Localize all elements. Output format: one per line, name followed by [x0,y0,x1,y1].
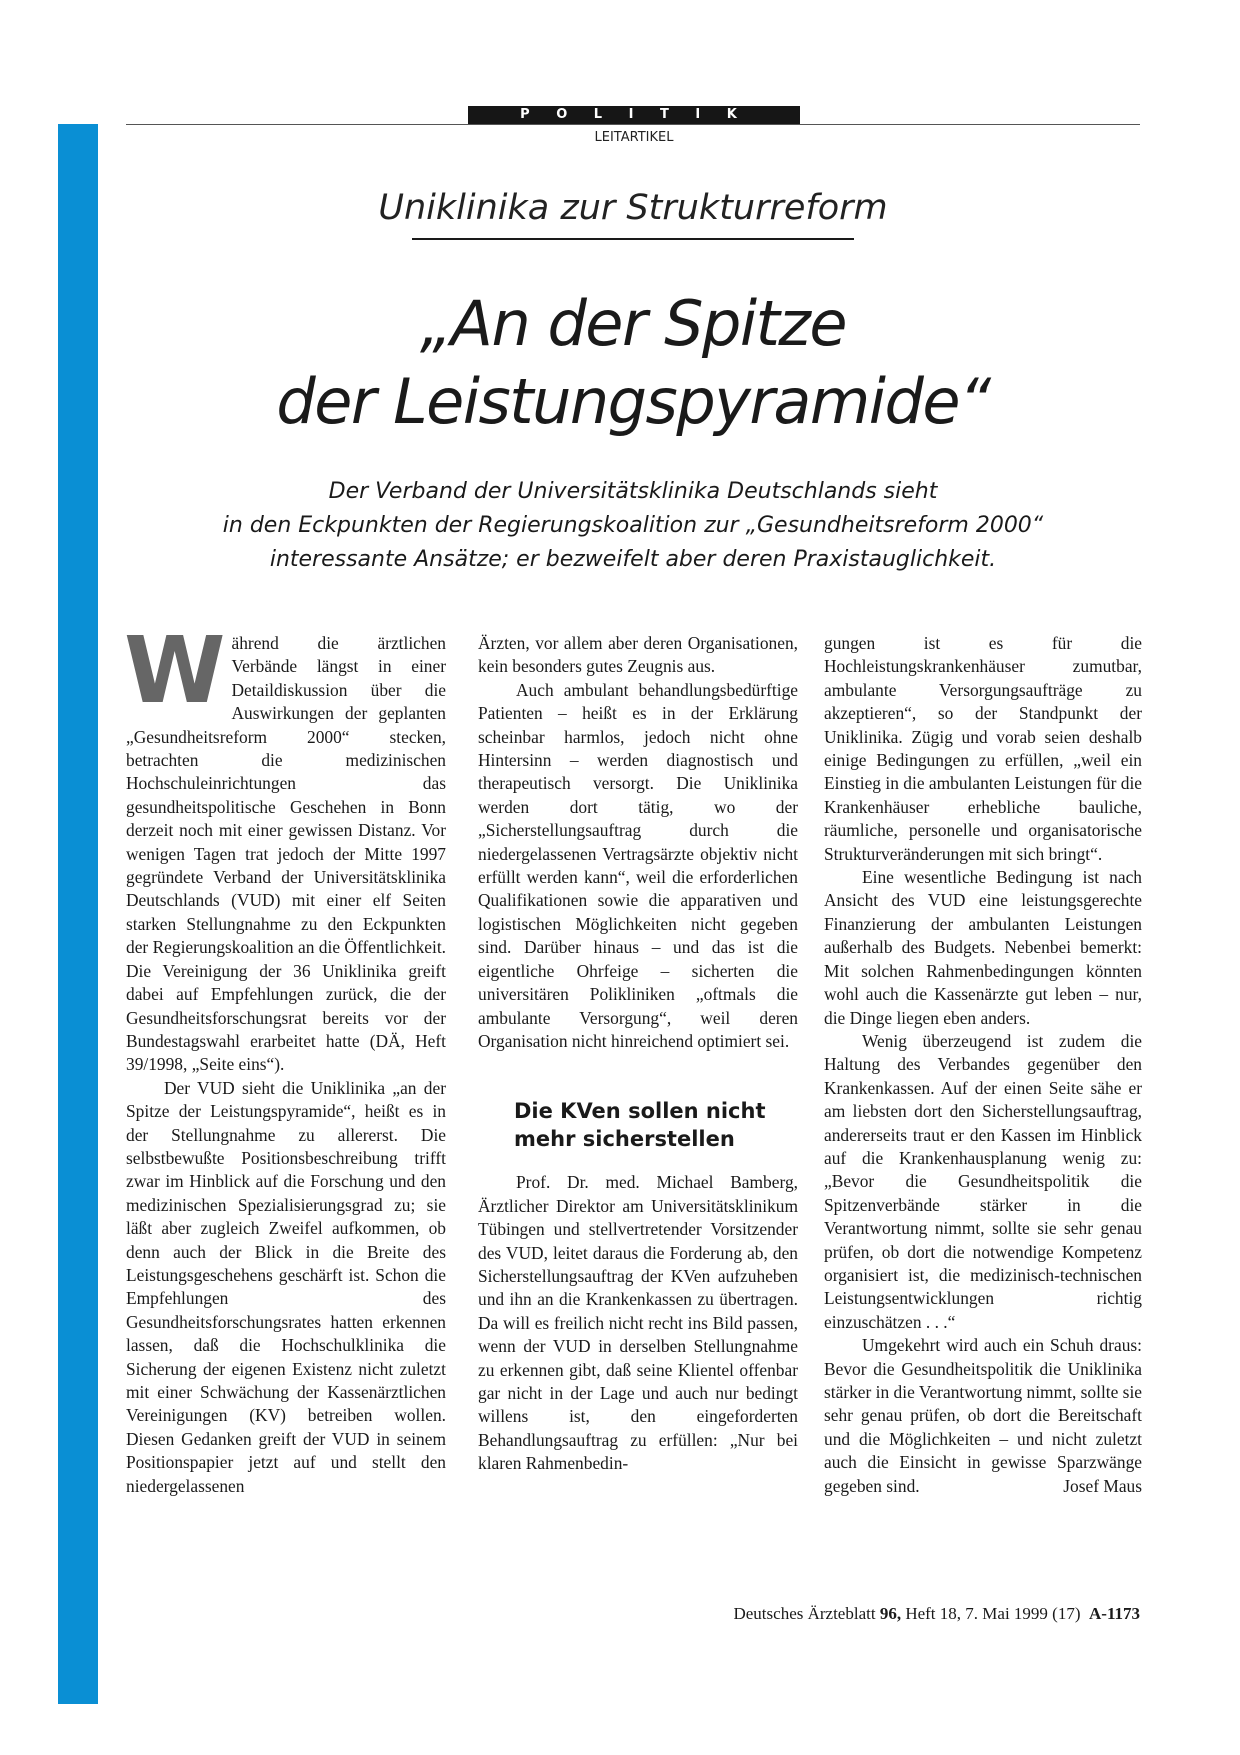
article-paragraph: Ärzten, vor allem aber deren Organisationen, kein besonders gutes Zeugnis aus. [478,633,798,677]
article-paragraph [824,1334,1142,1498]
article-paragraph: Eine wesentliche Bedingung ist nach Ansicht des VUD eine leistungsgerechte Finanzierung der ambulanten Leistungen außerhalb des Budgets. Nebenbei bemerkt: Mit solchen Rahmenbedingungen könnten wohl auch die Kassenärzte gut leben – nur, die Dinge liegen eben anders. [824,867,1142,1028]
side-color-bar [58,124,98,1704]
volume-number: 96, [879,1604,902,1623]
lead-line-1: Der Verband der Universitätsklinika Deutschlands sieht [328,479,938,504]
top-rule [126,124,1140,125]
article-paragraph [124,617,446,1077]
section-tag: P O L I T I K [468,106,800,124]
article-paragraph: Auch ambulant behandlungsbedürftige Patienten – heißt es in der Erklärung scheinbar harmlos, jedoch nicht ohne Hintersinn – werden diagnostisch und therapeutisch versorgt. Die Uniklinika werden dort tätig, wo der „Sicherstellungsauftrag durch die niedergelassenen Vertragsärzte objektiv nicht erfüllt werden kann“, weil die erforderlichen Qualifikationen sowie die apparativen und logistischen Möglichkeiten nicht gegeben sind. Darüber hinaus – und das ist die eigentliche Ohrfeige – sicherten die universitären Polikliniken „oftmals die ambulante Versorgung“, weil deren Organisation nicht hinreichend optimiert sei. [478,679,798,1051]
author-name: Josef Maus [1063,1475,1142,1496]
lead-line-2: in den Eckpunkten der Regierungskoalition zur „Gesundheitsreform 2000“ [222,513,1044,538]
article-paragraph: Prof. Dr. med. Michael Bamberg, Ärztlicher Direktor am Universitätsklinikum Tübingen und stellvertretender Vorsitzender des VUD, leitet daraus die Forderung ab, den Sicherstellungsauftrag der KVen aufzuheben und ihn an die Krankenkassen zu übertragen. Da will es freilich nicht recht ins Bild passen, wenn der VUD in derselben Stellungnahme zu erkennen gibt, daß seine Klientel offenbar gar nicht in der Lage und auch nur bedingt willens ist, den eingeforderten Behandlungsauftrag zu erfüllen: „Nur bei klaren Rahmenbedin- [478,1172,798,1474]
article-subheading: Die KVen sollen nicht mehr sicherstellen [514,1099,766,1152]
article-paragraph: Wenig überzeugend ist zudem die Haltung des Verbandes gegenüber den Krankenkassen. Auf der einen Seite sähe er am liebsten dort den Sicherstellungsauftrag, andererseits traut er den Kassen im Hinblick auf die Krankenhausplanung wenig zu: „Bevor die Gesundheitspolitik die Spitzenverbände stärker in die Verantwortung nimmt, sollte sie sehr genau prüfen, ob dort die notwendige Kompetenz organisiert ist, die medizinisch-technischen Leistungsentwicklungen richtig einzuschätzen . . .“ [824,1030,1142,1332]
journal-name: Deutsches Ärzteblatt [733,1604,876,1623]
headline-line-2: der Leistungspyramide“ [276,365,990,438]
drop-cap: W [124,617,226,724]
paragraph-text: ährend die ärztlichen Verbände längst in einer Detaildiskussion über die Auswirkungen der geplanten „Gesundheitsreform 2000“ stecken, betrachten die medizinischen Hochschuleinrichtungen das gesundheitspolitische Geschehen in Bonn derzeit noch mit einer gewissen Distanz. Vor wenigen Tagen trat jedoch der Mitte 1997 gegründete Verband der Universitätsklinika Deutschlands (VUD) mit einer elf Seiten starken Stellungnahme zu den Eckpunkten der Regierungskoalition an die Öffentlichkeit. Die Vereinigung der 36 Uniklinika greift dabei auf Empfehlungen zurück, die der Gesundheitsforschungsrat bereits vor der Bundestagswahl erarbeitet hatte (DÄ, Heft 39/1998, „Seite eins“). [126,633,446,1075]
lead-paragraph [126,475,1140,577]
section-subtitle: LEITARTIKEL [594,130,674,145]
paragraph-text: Umgekehrt wird auch ein Schuh draus: Bevor die Gesundheitspolitik die Uniklinika stärker in die Verantwortung nimmt, sollte sie sehr genau prüfen, ob dort die Bereitschaft und die Möglichkeiten – und nicht zuletzt auch die Einsicht in gewisse Sparzwänge gegeben sind. [824,1335,1142,1496]
kicker: Uniklinika zur Strukturreform [378,188,888,228]
article-paragraph: Der VUD sieht die Uniklinika „an der Spitze der Leistungspyramide“, heißt es in der Stellungnahme zu allererst. Die selbstbewußte Positionsbeschreibung trifft zwar im Hinblick auf die Forschung und den medizinischen Spezialisierungsgrad zu; sie läßt aber zugleich Zweifel aufkommen, ob denn auch der Blick in die Breite des Leistungsgeschehens geschärft ist. Schon die Empfehlungen des Gesundheitsforschungsrates hatten erkennen lassen, daß die Hochschulklinika die Sicherung der eigenen Existenz nicht zuletzt mit einer Schwächung der Kassenärztlichen Vereinigungen (KV) betreiben wollen. Diesen Gedanken greift der VUD in seinem Positionspapier jetzt auf und stellt den niedergelassenen [126,1077,446,1496]
article-column-3 [824,632,1142,1498]
article-paragraph: gungen ist es für die Hochleistungskrankenhäuser zumutbar, ambulante Versorgungsaufträge zu akzeptieren“, so der Standpunkt der Uniklinika. Zügig und vorab seien deshalb einige Bedingungen zu erfüllen, „weil ein Einstieg in die ambulanten Leistungen für die Krankenhäuser erhebliche bauliche, räumliche, personelle und organisatorische Strukturveränderungen mit sich bringt“. [824,633,1142,864]
article-column-1 [124,617,446,1498]
lead-line-3: interessante Ansätze; er bezweifelt aber deren Praxistauglichkeit. [269,547,997,572]
headline [126,285,1140,441]
page-footer [600,1604,1140,1624]
article-column-2 [478,632,798,1476]
page-number: A-1173 [1089,1604,1140,1623]
kicker-rule [412,238,854,240]
headline-line-1: „An der Spitze [419,287,847,360]
issue-info: Heft 18, 7. Mai 1999 (17) [905,1604,1081,1623]
